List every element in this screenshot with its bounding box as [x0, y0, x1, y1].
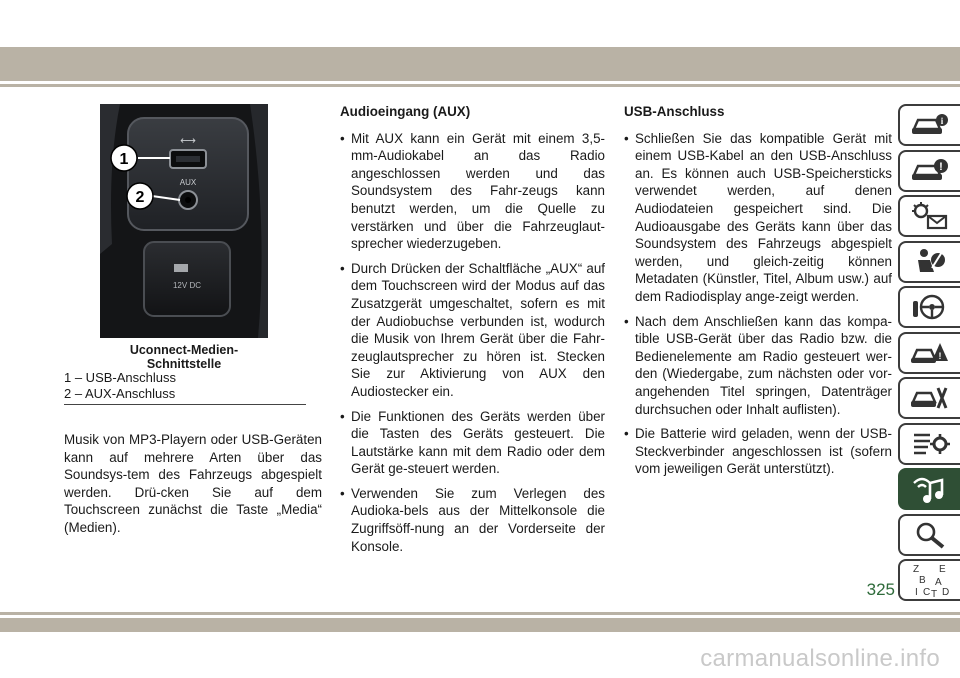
search-index-icon: [910, 521, 950, 549]
multimedia-music-icon: [910, 473, 950, 505]
tab-airbag-safety[interactable]: [898, 241, 960, 283]
footer-band: [0, 618, 960, 632]
tab-technical-specs[interactable]: [898, 423, 960, 465]
technical-specs-icon: [910, 430, 950, 458]
steering-wheel-icon: [910, 293, 950, 321]
svg-text:B: B: [919, 575, 926, 586]
dc-label: 12V DC: [172, 281, 202, 290]
header-band: [0, 47, 960, 81]
tab-car-info[interactable]: [898, 104, 960, 146]
usb-bullet: • Die Batterie wird geladen, wenn der USB-Steckverbinder angeschlossen ist (sofern vom jeweiligen Gerät unterstützt).: [624, 425, 892, 478]
svg-text:⟷: ⟷: [180, 134, 196, 147]
svg-text:!: !: [938, 350, 942, 361]
usb-section: [624, 103, 892, 485]
watermark: carmanualsonline.info: [700, 645, 940, 672]
figure-legend: [64, 370, 176, 402]
tab-roadside-emergency[interactable]: [898, 332, 960, 374]
legend-item-usb: 1 – USB-Anschluss: [64, 370, 176, 385]
aux-section: [340, 103, 605, 562]
callout-1: 1: [119, 151, 129, 168]
svg-text:C: C: [923, 587, 931, 598]
intro-paragraph: Musik von MP3-Playern oder USB-Geräten kann auf mehrere Arten über das Soundsys-tem des Fahrzeugs abgespielt werden. Drü-cken Sie auf dem Touchscreen zunächst die Taste „Media“ (Medien).: [64, 432, 322, 535]
header-rule: [0, 84, 960, 87]
svg-text:E: E: [939, 564, 946, 575]
svg-text:A: A: [935, 577, 942, 588]
tab-steering[interactable]: [898, 286, 960, 328]
roadside-emergency-icon: [910, 339, 950, 367]
chapter-tabs: [898, 104, 960, 605]
tab-search[interactable]: [898, 514, 960, 556]
svg-text:Z: Z: [913, 564, 920, 575]
alphabetical-index-icon: [909, 561, 951, 599]
figure-caption: Uconnect-Medien-Schnittstelle: [129, 343, 239, 371]
legend-item-aux: 2 – AUX-Anschluss: [64, 386, 176, 401]
aux-bullet: • Die Funktionen des Geräts werden über die Tasten des Geräts gesteuert. Die Lautstärke kann mit dem Radio oder dem Gerät ge-steuert werden.: [340, 408, 605, 478]
car-info-icon: [910, 111, 950, 139]
legend-rule: [64, 404, 306, 405]
airbag-safety-icon: [910, 248, 950, 276]
media-interface-photo: [100, 104, 268, 338]
tab-dashboard-lights[interactable]: [898, 195, 960, 237]
svg-text:D: D: [942, 587, 950, 598]
aux-heading: Audioeingang (AUX): [340, 104, 471, 119]
usb-bullet: • Nach dem Anschließen kann das kompa-tible USB-Gerät über das Radio bzw. die Bedienelemente am Radio gesteuert wer-den (Wiedergabe, zum nächsten oder vor-angehenden Titel springen, Datenträger durchsuchen oder Inhalt auflisten).: [624, 313, 892, 419]
tab-service[interactable]: [898, 377, 960, 419]
aux-bullet: • Durch Drücken der Schaltfläche „AUX“ auf dem Touchscreen wird der Modus auf das Zusatzgerät umgeschaltet, sofern es mit der Audiobuchse verbunden ist, wodurch die Musik von Ihrem Gerät über die Fahr-zeuglautsprecher zu hören ist. Stecken Sie zur Aktivierung von AUX den Audiostecker ein.: [340, 260, 605, 401]
car-service-tools-icon: [910, 384, 950, 412]
car-warning-info-icon: [910, 157, 950, 185]
tab-car-warning[interactable]: [898, 150, 960, 192]
usb-bullet: • Schließen Sie das kompatible Gerät mit einem USB-Kabel an den USB-Anschluss an. Es können auch USB-Speichersticks verwendet werden, auf denen Audiodateien gespeichert sind. Die Audioausgabe des Geräts kann über das Soundsystem des Fahrzeugs abgespielt werden, und gleich-zeitig können Metadaten (Künstler, Titel, Album usw.) auf dem Radiodisplay ange-zeigt werden.: [624, 130, 892, 306]
svg-text:i: i: [940, 116, 944, 126]
svg-text:T: T: [931, 589, 938, 599]
tab-multimedia[interactable]: [898, 468, 960, 510]
tab-alphabetical-index[interactable]: [898, 559, 960, 601]
aux-bullet: • Verwenden Sie zum Verlegen des Audioka-bels aus der Mittelkonsole die Zugriffsöff-nung an der Vorderseite der Konsole.: [340, 485, 605, 555]
aux-bullet: • Mit AUX kann ein Gerät mit einem 3,5-mm-Audiokabel an das Radio angeschlossen werden und das Soundsystem des Fahr-zeugs kann benutzt werden, um die Quelle zu verstärken und über die Fahrzeuglaut-sprecher wiederzugeben.: [340, 130, 605, 253]
svg-text:I: I: [915, 587, 918, 598]
callout-2: 2: [135, 189, 145, 206]
footer-rule: [0, 612, 960, 615]
usb-heading: USB-Anschluss: [624, 104, 725, 119]
svg-text:!: !: [939, 160, 943, 173]
page-number: 325: [866, 580, 895, 599]
dashboard-lights-message-icon: [910, 202, 950, 230]
aux-label: AUX: [179, 178, 197, 187]
